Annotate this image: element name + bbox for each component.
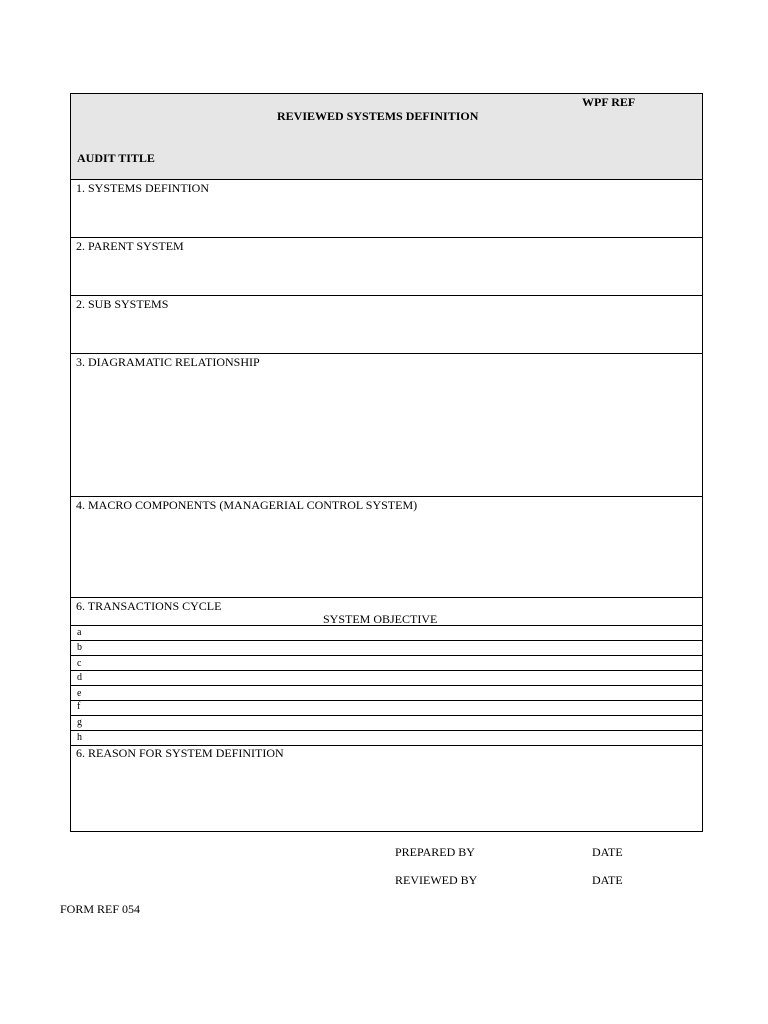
transactions-cycle-label: 6. TRANSACTIONS CYCLE — [76, 599, 222, 613]
sub-systems-label: 2. SUB SYSTEMS — [76, 297, 169, 311]
objective-item-label: f — [77, 701, 81, 712]
macro-components-section[interactable] — [71, 497, 702, 598]
reason-label: 6. REASON FOR SYSTEM DEFINITION — [76, 746, 284, 760]
reviewed-by-label: REVIEWED BY — [395, 873, 478, 887]
objective-item-label: c — [77, 658, 82, 669]
objective-row[interactable] — [71, 716, 702, 731]
objective-item-label: e — [77, 688, 82, 699]
form-title: REVIEWED SYSTEMS DEFINITION — [277, 109, 479, 123]
reviewed-date-label: DATE — [592, 873, 623, 887]
reviewed-systems-definition-form — [70, 93, 703, 832]
system-objective-label: SYSTEM OBJECTIVE — [323, 612, 438, 626]
audit-title-label: AUDIT TITLE — [77, 151, 155, 165]
prepared-by-label: PREPARED BY — [395, 845, 475, 859]
prepared-date-label: DATE — [592, 845, 623, 859]
objective-row[interactable] — [71, 641, 702, 656]
objective-row[interactable] — [71, 686, 702, 701]
reason-section[interactable] — [71, 746, 702, 831]
form-ref: FORM REF 054 — [60, 902, 141, 916]
objective-item-label: g — [77, 717, 82, 728]
macro-components-label: 4. MACRO COMPONENTS (MANAGERIAL CONTROL SYSTEM) — [76, 498, 418, 512]
objective-item-label: d — [77, 672, 82, 683]
sub-systems-section[interactable] — [71, 296, 702, 354]
objective-row[interactable] — [71, 731, 702, 746]
parent-system-section[interactable] — [71, 238, 702, 296]
objective-item-label: a — [77, 627, 82, 638]
objective-row[interactable] — [71, 701, 702, 716]
systems-definition-label: 1. SYSTEMS DEFINTION — [76, 181, 210, 195]
objective-item-label: h — [77, 732, 82, 743]
systems-definition-section[interactable] — [71, 180, 702, 238]
diagramatic-relationship-section[interactable] — [71, 354, 702, 497]
objective-item-label: b — [77, 642, 82, 653]
wpf-ref-label: WPF REF — [582, 95, 636, 109]
form-header — [71, 94, 702, 180]
objective-row[interactable] — [71, 671, 702, 686]
objective-row[interactable] — [71, 626, 702, 641]
diagramatic-relationship-label: 3. DIAGRAMATIC RELATIONSHIP — [76, 355, 260, 369]
objective-row[interactable] — [71, 656, 702, 671]
transactions-cycle-section — [71, 598, 702, 626]
parent-system-label: 2. PARENT SYSTEM — [76, 239, 184, 253]
